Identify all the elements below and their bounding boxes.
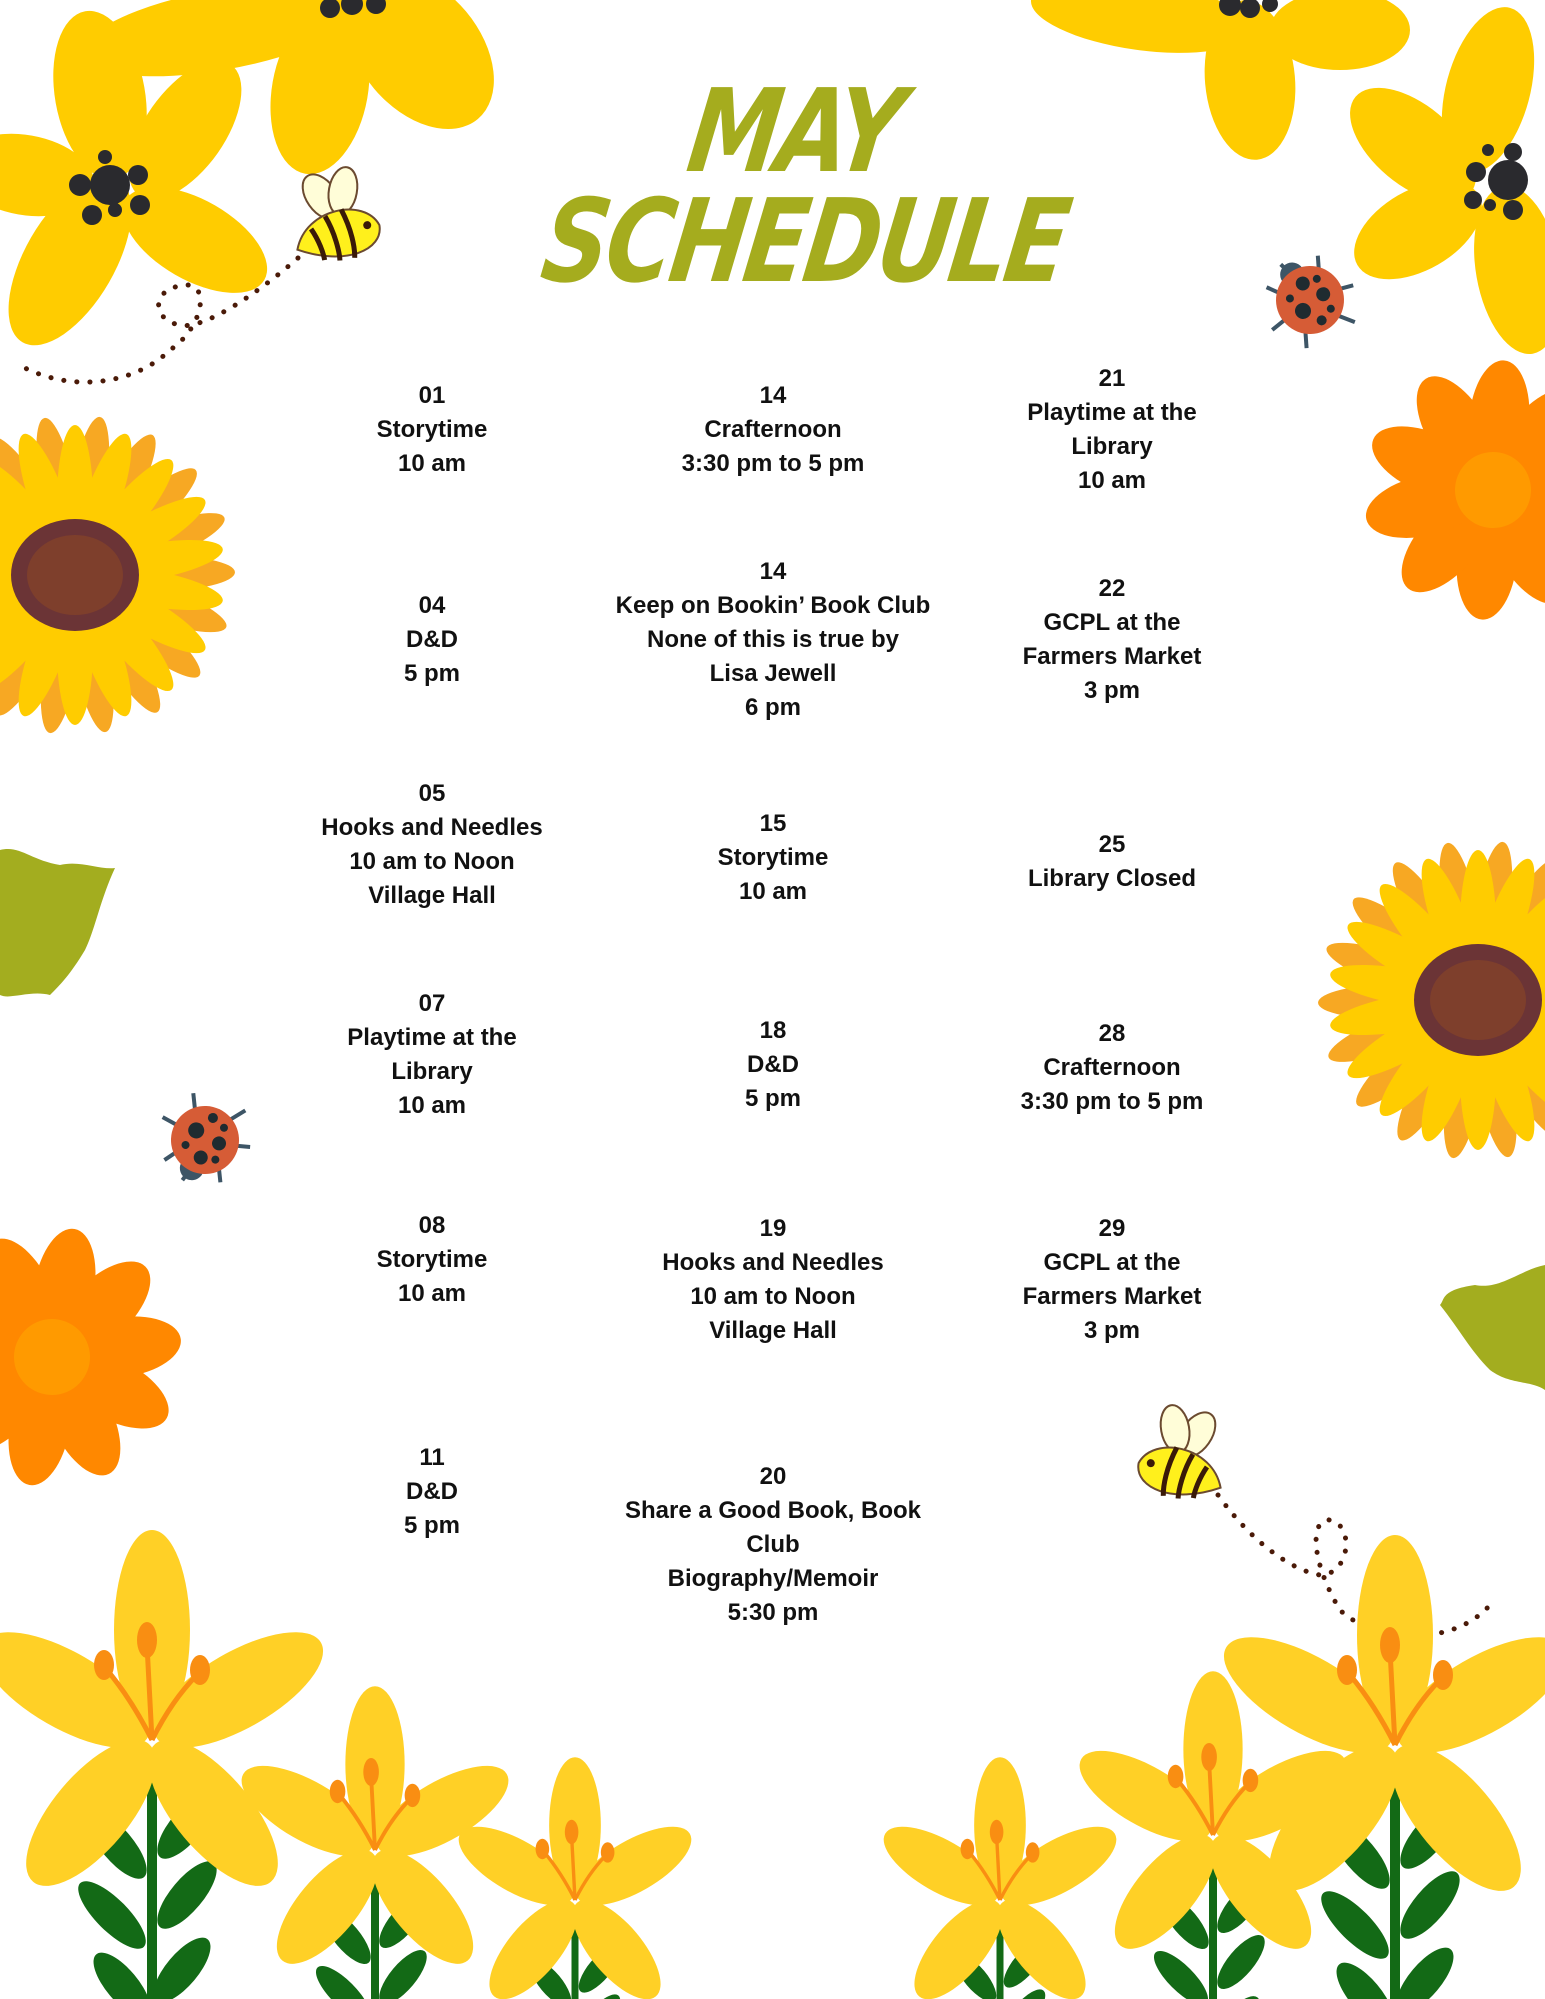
event-detail: Playtime at the: [347, 1024, 517, 1051]
event-detail: 10 am to Noon: [690, 1283, 856, 1310]
event-detail: GCPL at the: [1043, 1249, 1181, 1276]
event-detail: Club: [746, 1531, 800, 1558]
orange-daisy-icon: [1349, 349, 1545, 631]
event-day: 07: [418, 990, 446, 1017]
orange-daisy-icon: [0, 1206, 205, 1508]
event-detail: Biography/Memoir: [667, 1565, 879, 1592]
event-detail: 10 am: [397, 1280, 467, 1307]
schedule-event: [583, 379, 963, 481]
schedule-event: [922, 828, 1302, 896]
event-detail: Library: [391, 1058, 473, 1085]
event-detail: 3 pm: [1083, 1317, 1140, 1344]
schedule-event: [242, 777, 622, 913]
event-detail: Library Closed: [1027, 865, 1197, 892]
event-day: 21: [1098, 365, 1126, 392]
event-detail: Storytime: [376, 416, 488, 443]
event-detail: D&D: [406, 1478, 458, 1505]
event-day: 04: [418, 592, 446, 619]
event-detail: None of this is true by: [646, 626, 900, 653]
title-schedule: SCHEDULE: [534, 174, 1076, 309]
event-detail: Hooks and Needles: [662, 1249, 884, 1276]
event-detail: 10 am: [1077, 467, 1147, 494]
event-detail: D&D: [406, 626, 458, 653]
event-detail: 5:30 pm: [727, 1599, 819, 1626]
event-detail: 3:30 pm to 5 pm: [681, 450, 865, 477]
event-day: 28: [1098, 1020, 1126, 1047]
event-detail: 3:30 pm to 5 pm: [1020, 1088, 1204, 1115]
event-detail: Crafternoon: [704, 416, 842, 443]
event-detail: 3 pm: [1083, 677, 1140, 704]
leaf-icon: [0, 849, 115, 996]
schedule-event: [242, 379, 622, 481]
schedule-event: [583, 1014, 963, 1116]
schedule-event: [922, 362, 1302, 498]
event-detail: 10 am: [397, 450, 467, 477]
schedule-event: [922, 1017, 1302, 1119]
bee-trail: [1218, 1495, 1490, 1636]
schedule-event: [242, 589, 622, 691]
event-day: 29: [1098, 1215, 1126, 1242]
schedule-event: [922, 572, 1302, 708]
bee-icon: [1134, 1397, 1234, 1506]
event-detail: Keep on Bookin’ Book Club: [615, 592, 931, 619]
title-month: MAY: [680, 64, 910, 199]
event-detail: 6 pm: [744, 694, 801, 721]
schedule-event: [583, 807, 963, 909]
schedule-event: [242, 987, 622, 1123]
event-day: 15: [759, 810, 787, 837]
event-detail: Hooks and Needles: [321, 814, 543, 841]
schedule-event: [583, 1460, 963, 1630]
event-detail: Village Hall: [709, 1317, 837, 1344]
leaf-icon: [1440, 1265, 1545, 1390]
event-detail: Crafternoon: [1043, 1054, 1181, 1081]
event-day: 05: [418, 780, 446, 807]
event-day: 20: [759, 1463, 787, 1490]
event-detail: Farmers Market: [1022, 643, 1202, 670]
event-detail: GCPL at the: [1043, 609, 1181, 636]
event-day: 11: [419, 1444, 445, 1471]
event-detail: Library: [1071, 433, 1153, 460]
event-detail: D&D: [747, 1051, 799, 1078]
schedule-event: [583, 1212, 963, 1348]
event-day: 22: [1098, 575, 1126, 602]
event-detail: Playtime at the: [1027, 399, 1197, 426]
event-detail: 10 am: [397, 1092, 467, 1119]
event-detail: 10 am: [738, 878, 808, 905]
event-detail: 5 pm: [403, 660, 460, 687]
event-day: 14: [759, 558, 787, 585]
event-day: 25: [1098, 831, 1126, 858]
event-detail: 10 am to Noon: [349, 848, 515, 875]
sunflower-icon: [1294, 817, 1545, 1183]
event-day: 08: [418, 1212, 446, 1239]
event-day: 19: [759, 1215, 787, 1242]
event-detail: Storytime: [717, 844, 829, 871]
schedule-event: [583, 555, 963, 725]
event-detail: 5 pm: [403, 1512, 460, 1539]
sunflower-icon: [0, 392, 259, 758]
event-day: 01: [418, 382, 446, 409]
event-detail: Share a Good Book, Book: [624, 1497, 922, 1524]
event-day: 14: [759, 382, 787, 409]
event-detail: 5 pm: [744, 1085, 801, 1112]
event-detail: Village Hall: [368, 882, 496, 909]
schedule-event: [922, 1212, 1302, 1348]
event-detail: Storytime: [376, 1246, 488, 1273]
event-detail: Farmers Market: [1022, 1283, 1202, 1310]
event-day: 18: [759, 1017, 787, 1044]
schedule-event: [242, 1209, 622, 1311]
schedule-event: [242, 1441, 622, 1543]
event-detail: Lisa Jewell: [709, 660, 837, 687]
